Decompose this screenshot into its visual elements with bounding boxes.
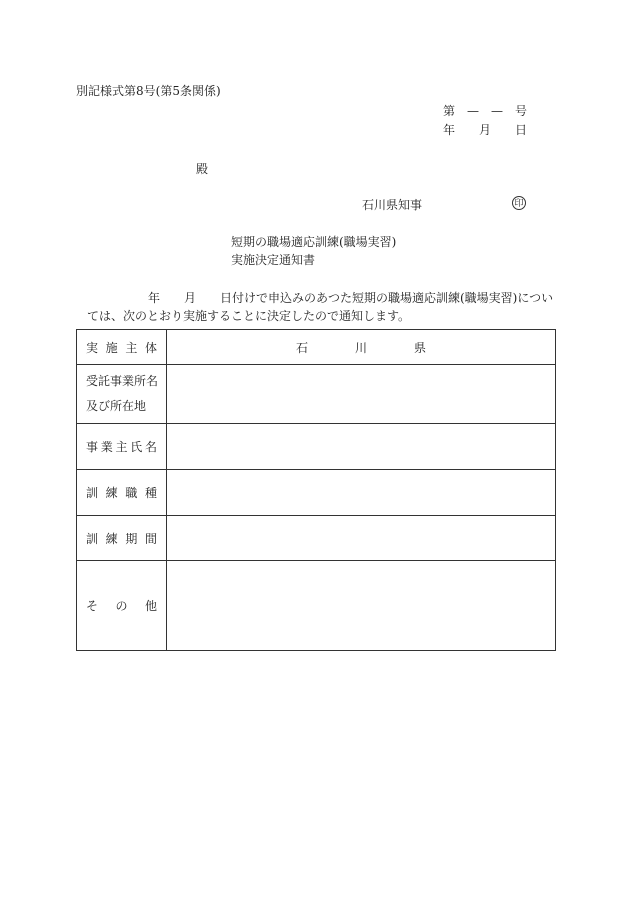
number-dash-1: —	[467, 104, 479, 118]
label-line: 及び所在地	[86, 399, 147, 413]
label-char: 訓	[86, 531, 99, 546]
table-row	[77, 330, 556, 365]
label-char: 事	[86, 440, 99, 454]
date-month: 月	[478, 123, 491, 137]
table-row	[77, 470, 556, 516]
label-char: 体	[144, 340, 157, 355]
form-id: 別記様式第8号(第5条関係)	[76, 84, 221, 98]
label-char: 練	[105, 531, 118, 546]
label-training-period	[77, 516, 167, 561]
table-row	[77, 561, 556, 651]
table-row	[77, 365, 556, 424]
value-training-period	[167, 516, 556, 561]
body-text-line-2: ては、次のとおり実施することに決定したので通知します。	[87, 309, 411, 323]
number-dash-2: —	[490, 104, 503, 118]
table-row	[77, 516, 556, 561]
label-char: 訓	[86, 486, 99, 500]
value-char: 県	[413, 340, 426, 355]
document-date-line	[443, 123, 527, 137]
label-char: 期	[125, 531, 138, 546]
label-char: 間	[144, 531, 157, 546]
label-other	[77, 561, 167, 651]
label-contractor	[77, 365, 167, 424]
label-char: 実	[86, 340, 99, 355]
value-implementing-body	[167, 330, 556, 365]
number-prefix: 第	[443, 104, 456, 118]
issuer: 石川県知事	[362, 198, 423, 212]
value-employer-name	[167, 424, 556, 470]
table-row	[77, 424, 556, 470]
label-char: 種	[144, 486, 157, 500]
label-char: 職	[125, 486, 138, 500]
value-char: 川	[354, 340, 367, 355]
addressee-suffix: 殿	[196, 162, 209, 176]
label-char: 主	[125, 340, 138, 355]
label-char: 名	[144, 440, 157, 454]
label-char: 練	[105, 486, 118, 500]
value-char: 石	[296, 340, 309, 355]
label-char: そ	[86, 599, 99, 613]
label-line: 受託事業所名	[86, 374, 159, 388]
details-table	[76, 329, 556, 651]
label-training-occupation	[77, 470, 167, 516]
document-title-line-2: 実施決定通知書	[231, 253, 316, 267]
seal-mark: 印	[512, 196, 526, 210]
label-char: 施	[105, 340, 118, 355]
body-text-line-1: 年 月 日付けで申込みのあつた短期の職場適応訓練(職場実習)につい	[148, 291, 554, 305]
label-char: 業	[100, 440, 113, 454]
value-training-occupation	[167, 470, 556, 516]
value-other	[167, 561, 556, 651]
label-implementing-body	[77, 330, 167, 365]
label-char: の	[115, 599, 128, 613]
date-year: 年	[443, 123, 456, 137]
document-number-line	[443, 104, 527, 118]
label-char: 主	[115, 440, 128, 454]
number-suffix: 号	[514, 104, 527, 118]
document-title-line-1: 短期の職場適応訓練(職場実習)	[231, 235, 397, 249]
date-day: 日	[514, 123, 527, 137]
label-char: 他	[144, 599, 157, 613]
label-employer-name	[77, 424, 167, 470]
label-char: 氏	[130, 440, 143, 454]
value-contractor	[167, 365, 556, 424]
